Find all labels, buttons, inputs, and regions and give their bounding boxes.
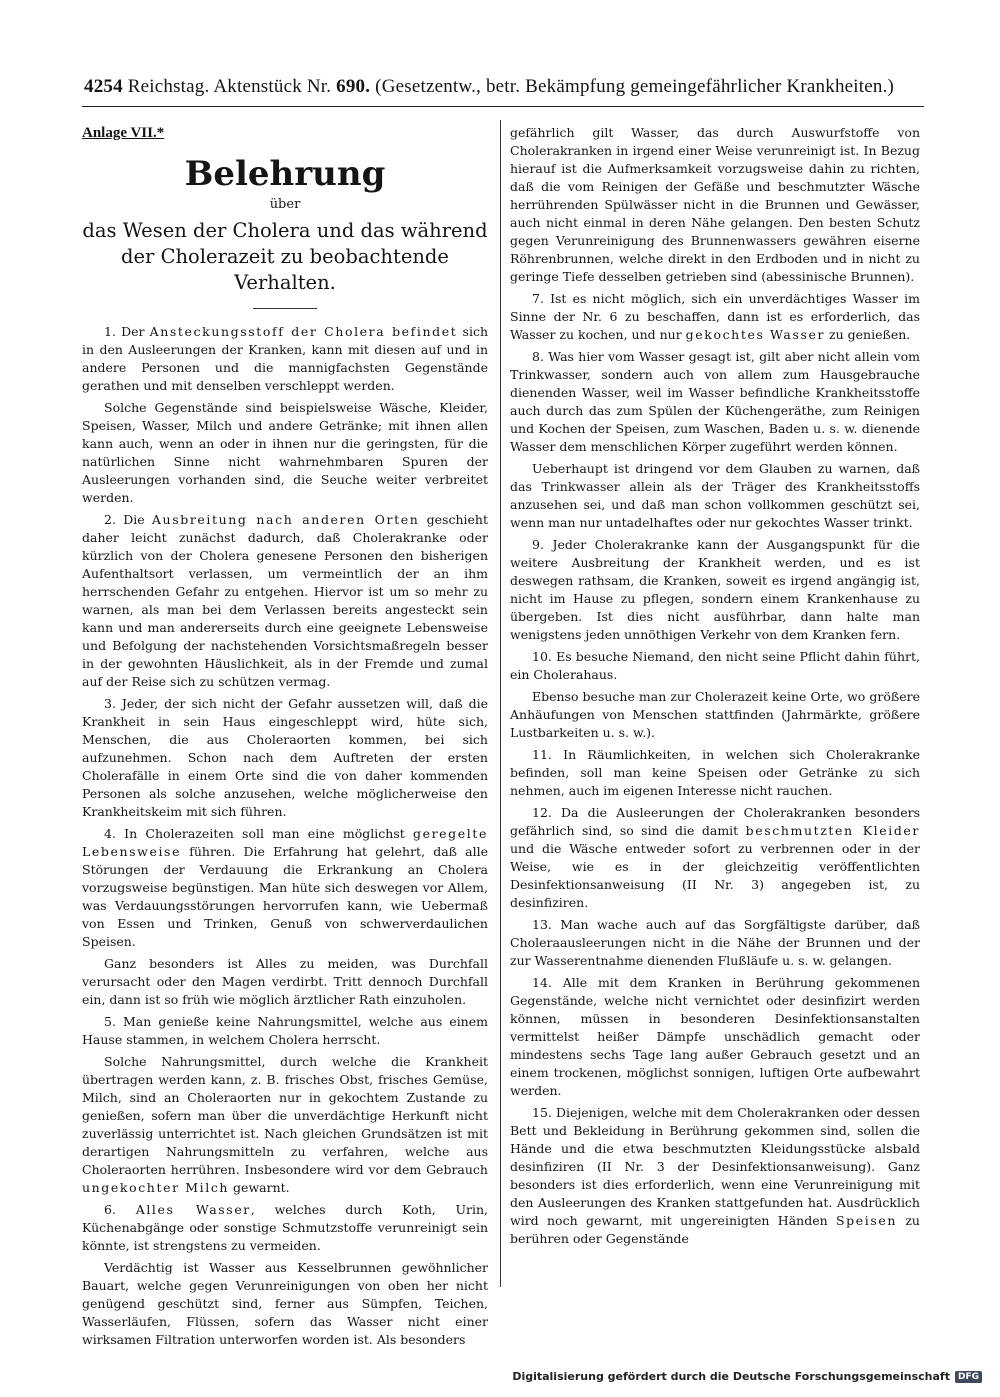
paragraph: 8. Was hier vom Wasser gesagt ist, gilt aber nicht allein vom Trinkwasser, sondern auch von allem zum Hausgebrauche dienenden Wasser, weil im Wasser befindliche Krankheitsstoffe auch durch das zum Spülen der Küchengeräthe, zum Reinigen und Kochen der Speisen, zum Waschen, Baden u. s. w. dienende Wasser dem menschlichen Körper zugeführt werden können.	[510, 349, 920, 454]
paragraph: gefährlich gilt Wasser, das durch Auswurfstoffe von Cholerakranken in irgend einer Weise verunreinigt ist. In Bezug hierauf ist die Aufmerksamkeit vorzugsweise dahin zu richten, daß die vom Reinigen der Gefäße und beschmutzter Wäsche herrührenden Spülwässer nicht in die Brunnen und Gewässer, auch nicht einmal in deren Nähe gelangen. Den besten Schutz gegen Verunreinigung des Brunnenwassers gewähren eiserne Röhrenbrunnen, welche direkt in den Erdboden und in nicht zu geringe Tiefe desselben getrieben sind (abessinische Brunnen).	[510, 125, 920, 284]
title-rule	[253, 308, 317, 309]
paragraph: 4. In Cholerazeiten soll man eine möglichst geregelte Lebensweise führen. Die Erfahrung hat gelehrt, daß alle Störungen der Verdauung die Erkrankung an Cholera vorzugsweise begünstigen. Man hüte sich deswegen vor Allem, was Verdauungsstörungen hervorrufen kann, wie Uebermaß von Essen und Trinken, Genuß von schwerverdaulichen Speisen.	[82, 826, 488, 949]
paragraph: 12. Da die Ausleerungen der Cholerakranken besonders gefährlich sind, so sind die damit beschmutzten Kleider und die Wäsche entweder sofort zu verbrennen oder in der Weise, wie es in der gleichzeitig veröffentlichten Desinfektionsanweisung (II Nr. 3) angegeben ist, zu desinfiziren.	[510, 805, 920, 910]
paragraph: Solche Gegenstände sind beispielsweise Wäsche, Kleider, Speisen, Wasser, Milch und andere Getränke; mit ihnen allen kann auch, wenn an oder in ihnen nur die geringsten, für die natürlichen Sinne nicht wahrnehmbaren Spuren der Ausleerungen vorhanden sind, die Seuche weiter verbreitet werden.	[82, 400, 488, 505]
page-header	[84, 76, 922, 98]
paragraph: 15. Diejenigen, welche mit dem Cholerakranken oder dessen Bett und Bekleidung in Berührung gekommen sind, sollen die Hände und die etwa beschmutzten Kleidungsstücke alsbald desinfiziren (II Nr. 3 der Desinfektionsanweisung). Ganz besonders ist dies erforderlich, wenn eine Verunreinigung mit den Ausleerungen des Kranken stattgefunden hat. Ausdrücklich wird noch gewarnt, mit ungereinigten Händen Speisen zu berühren oder Gegenstände	[510, 1105, 920, 1246]
paragraph: Ebenso besuche man zur Cholerazeit keine Orte, wo größere Anhäufungen von Menschen stattfinden (Jahrmärkte, größere Lustbarkeiten u. s. w.).	[510, 689, 920, 740]
page-subtitle: das Wesen der Cholera und das während der Cholerazeit zu beobachtende Verhalten.	[82, 219, 488, 294]
annex-label: Anlage VII.*	[82, 125, 165, 141]
paragraph: 10. Es besuche Niemand, den nicht seine Pflicht dahin führt, ein Cholerahaus.	[510, 649, 920, 682]
right-body	[510, 124, 920, 1248]
left-body	[82, 323, 488, 1349]
page-number: 4254	[84, 76, 123, 97]
left-column	[82, 124, 488, 1349]
paragraph: 1. Der Ansteckungsstoff der Cholera befindet sich in den Ausleerungen der Kranken, kann mit diesen auf und in andere Personen und die mannigfachsten Gegenstände gerathen und mit denselben verschleppt werden.	[82, 324, 488, 393]
dfg-logo-icon: DFG	[955, 1371, 982, 1383]
paragraph: Ganz besonders ist Alles zu meiden, was Durchfall verursacht oder den Magen verdirbt. Tritt dennoch Durchfall ein, dann ist so früh wie möglich ärztlicher Rath einzuholen.	[82, 956, 488, 1007]
column-divider	[500, 120, 501, 1287]
title-block	[82, 154, 488, 309]
paragraph: 6. Alles Wasser, welches durch Koth, Urin, Küchenabgänge oder sonstige Schmutzstoffe verunreinigt sein könnte, ist strengstens zu vermeiden.	[82, 1202, 488, 1253]
paragraph: Ueberhaupt ist dringend vor dem Glauben zu warnen, daß das Trinkwasser allein als der Träger des Krankheitsstoffs anzusehen sei, und daß man schon vollkommen geschützt sei, wenn man nur untadelhaftes oder nur gekochtes Wasser trinkt.	[510, 461, 920, 530]
paragraph: Verdächtig ist Wasser aus Kesselbrunnen gewöhnlicher Bauart, welche gegen Verunreinigungen von oben her nicht genügend geschützt sind, ferner aus Sümpfen, Teichen, Wasserläufen, Flüssen, sofern das Wasser nicht einer wirksamen Filtration unterworfen worden ist. Als besonders	[82, 1260, 488, 1347]
header-doc-label: Aktenstück Nr.	[213, 76, 332, 97]
paragraph: Solche Nahrungsmittel, durch welche die Krankheit übertragen werden kann, z. B. frisches Obst, frisches Gemüse, Milch, sind an Choleraorten nur in gekochtem Zustande zu genießen, sofern man über die unverdächtige Herkunft nicht zuverlässig unterrichtet ist. Nach gleichen Grundsätzen ist mit derartigen Nahrungsmitteln zu verfahren, welche aus Choleraorten herrühren. Insbesondere wird vor dem Gebrauch ungekochter Milch gewarnt.	[82, 1054, 488, 1195]
right-column	[510, 124, 920, 1248]
header-subject: (Gesetzentw., betr. Bekämpfung gemeingefährlicher Krankheiten.)	[375, 76, 895, 97]
paragraph: 11. In Räumlichkeiten, in welchen sich Cholerakranke befinden, soll man keine Speisen oder Getränke zu sich nehmen, auch im eigenen Interesse nicht rauchen.	[510, 747, 920, 798]
header-doc-number: 690.	[336, 76, 371, 97]
paragraph: 3. Jeder, der sich nicht der Gefahr aussetzen will, daß die Krankheit in sein Haus eingeschleppt wird, hüte sich, Menschen, die aus Choleraorten kommen, bei sich aufzunehmen. Schon nach dem Auftreten der ersten Cholerafälle in einem Orte sind die von daher kommenden Personen als solche anzusehen, welche möglicherweise den Krankheitskeim mit sich führen.	[82, 696, 488, 819]
paragraph: 7. Ist es nicht möglich, sich ein unverdächtiges Wasser im Sinne der Nr. 6 zu beschaffen, dann ist es erforderlich, das Wasser zu kochen, und nur gekochtes Wasser zu genießen.	[510, 291, 920, 342]
paragraph: 5. Man genieße keine Nahrungsmittel, welche aus einem Hause stammen, in welchem Cholera herrscht.	[82, 1014, 488, 1047]
paragraph: 13. Man wache auch auf das Sorgfältigste darüber, daß Choleraausleerungen nicht in die Nähe der Brunnen und der zur Wasserentnahme dienenden Flußläufe u. s. w. gelangen.	[510, 917, 920, 968]
footer-credit	[512, 1370, 982, 1383]
paragraph: 9. Jeder Cholerakranke kann der Ausgangspunkt für die weitere Ausbreitung der Krankheit werden, und es ist deswegen rathsam, die Kranken, soweit es irgend angängig ist, nicht im Hause zu pflegen, sondern einem Krankenhause zu übergeben. Ist dies nicht ausführbar, dann halte man wenigstens jeden unnöthigen Verkehr von dem Kranken fern.	[510, 537, 920, 642]
title-over: über	[269, 197, 301, 212]
paragraph: 14. Alle mit dem Kranken in Berührung gekommenen Gegenstände, welche nicht vernichtet oder desinfizirt werden können, müssen in besonderen Desinfektionsanstalten vermittelst heißer Dämpfe unschädlich gemacht oder mindestens sechs Tage lang außer Gebrauch gesetzt und an einem trockenen, möglichst sonnigen, luftigen Orte aufbewahrt werden.	[510, 975, 920, 1098]
footer-credit-text: Digitalisierung gefördert durch die Deutsche Forschungsgemeinschaft	[512, 1370, 950, 1383]
paragraph: 2. Die Ausbreitung nach anderen Orten geschieht daher leicht zunächst dadurch, daß Cholerakranke oder kürzlich von der Cholera genesene Personen den bisherigen Aufenthaltsort verlassen, um vermeintlich der an ihm herrschenden Gefahr zu entgehen. Hiervor ist um so mehr zu warnen, als man bei dem Verlassen bereits angesteckt sein kann und man andererseits durch eine geeignete Lebensweise und Befolgung der nachstehenden Vorsichtsmaßregeln besser in der gewohnten Häuslichkeit, als in der Fremde und zumal auf der Reise sich zu schützen vermag.	[82, 512, 488, 689]
page-title: Belehrung	[184, 154, 386, 194]
header-rule	[82, 106, 924, 107]
header-body: Reichstag.	[127, 76, 210, 97]
